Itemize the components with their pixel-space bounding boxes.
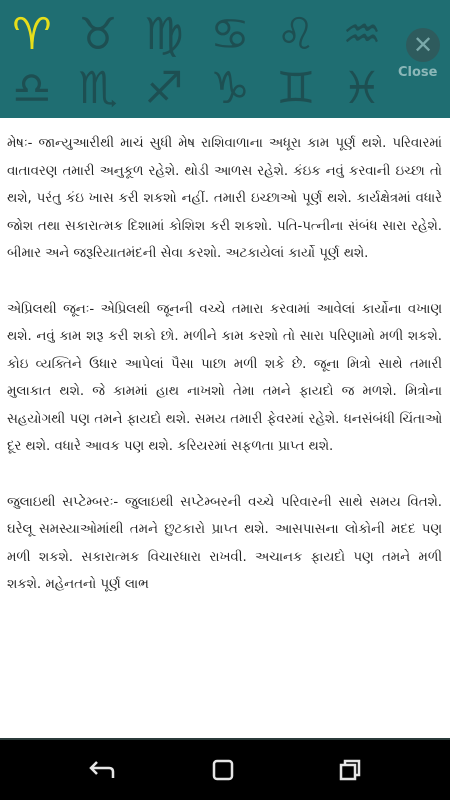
recents-icon[interactable] xyxy=(330,750,370,790)
home-icon[interactable] xyxy=(203,750,243,790)
sagittarius-icon[interactable]: ♐ xyxy=(144,63,184,114)
android-nav-bar xyxy=(0,740,450,800)
close-label: Close xyxy=(398,65,438,80)
libra-icon[interactable]: ♎ xyxy=(12,63,52,114)
leo-icon[interactable]: ♌ xyxy=(276,9,316,60)
virgo-icon[interactable]: ♍ xyxy=(144,9,184,60)
close-button[interactable] xyxy=(396,24,448,86)
cancer-icon[interactable]: ♋ xyxy=(210,9,250,60)
zodiac-header xyxy=(0,0,450,118)
pisces-icon[interactable]: ♓ xyxy=(342,63,382,114)
scorpio-icon[interactable]: ♏ xyxy=(78,63,118,114)
capricorn-icon[interactable]: ♑ xyxy=(210,63,250,114)
paragraph-jul-sep: જુલાઇથી સપ્ટેમ્બરઃ- જુલાઇથી સપ્ટેમ્બરની વચ્ચે પરિવારની સાથે સમય વિતશે. ઘરેલૂ સમસ્યાઓમાંથી તમને છુટકારો પ્રાપ્ત થશે. આસપાસના લોકોની મદદ પણ મળી શકશે. સકારાત્મક વિચારધારા રાખવી. અચાનક ફાયદો પણ તમને મળી શકશે. મહેનતનો પૂર્ણ લાભ xyxy=(7,494,442,592)
close-icon: ✕ xyxy=(406,28,440,62)
taurus-icon[interactable]: ♉ xyxy=(78,9,118,60)
horoscope-content[interactable] xyxy=(0,118,450,738)
back-icon[interactable] xyxy=(82,750,122,790)
aquarius-icon[interactable]: ♒ xyxy=(342,9,382,60)
aries-icon[interactable]: ♈ xyxy=(12,9,52,60)
paragraph-apr-jun: એપ્રિલથી જૂનઃ- એપ્રિલથી જૂનની વચ્ચે તમારા કરવામાં આવેલાં કાર્યોના વખાણ થશે. નવું કામ શરૂ કરી શકો છો. મળીને કામ કરશો તો સારા પરિણામો મળી શકશે. કોઇ વ્યક્તિને ઉધાર આપેલાં પૈસા પાછા મળી શકે છે. જૂના મિત્રો સાથે તમારી મુલાકાત થશે. જે કામમાં હાથ નાખશો તેમા તમને ફાયદો જ મળશે. મિત્રોના સહયોગથી પણ તમને ફાયદો થશે. સમય તમારી ફેવરમાં રહેશે. ધનસંબંધી ચિંતાઓ દૂર થશે. વધારે આવક પણ થશે. કરિયરમાં સફળતા પ્રાપ્ત થશે. xyxy=(7,301,442,454)
gemini-icon[interactable]: ♊ xyxy=(276,63,316,114)
paragraph-jan-mar: મેષઃ- જાન્યુઆરીથી માચં સુધી મેષ રાશિવાળાના અધૂરા કામ પૂર્ણ થશે. પરિવારમાં વાતાવરણ તમારી અનુકૂળ રહેશે. થોડી આળસ રહેશે. કંઇક નવું કરવાની ઇચ્છા તો થશે, પરંતુ કંઇ ખાસ કરી શકશો નહીં. તમારી ઇચ્છાઓ પૂર્ણ થશે. કાર્યક્ષેત્રમાં વધારે જોશ તથા સકારાત્મક દિશામાં કોશિશ કરી શકશો. પતિ-પત્નીના સંબંધ સારા રહેશે. બીમાર અને જરૂરિયાતમંદની સેવા કરશો. અટકાયેલાં કાર્યો પૂર્ણ થશે. xyxy=(7,136,442,261)
